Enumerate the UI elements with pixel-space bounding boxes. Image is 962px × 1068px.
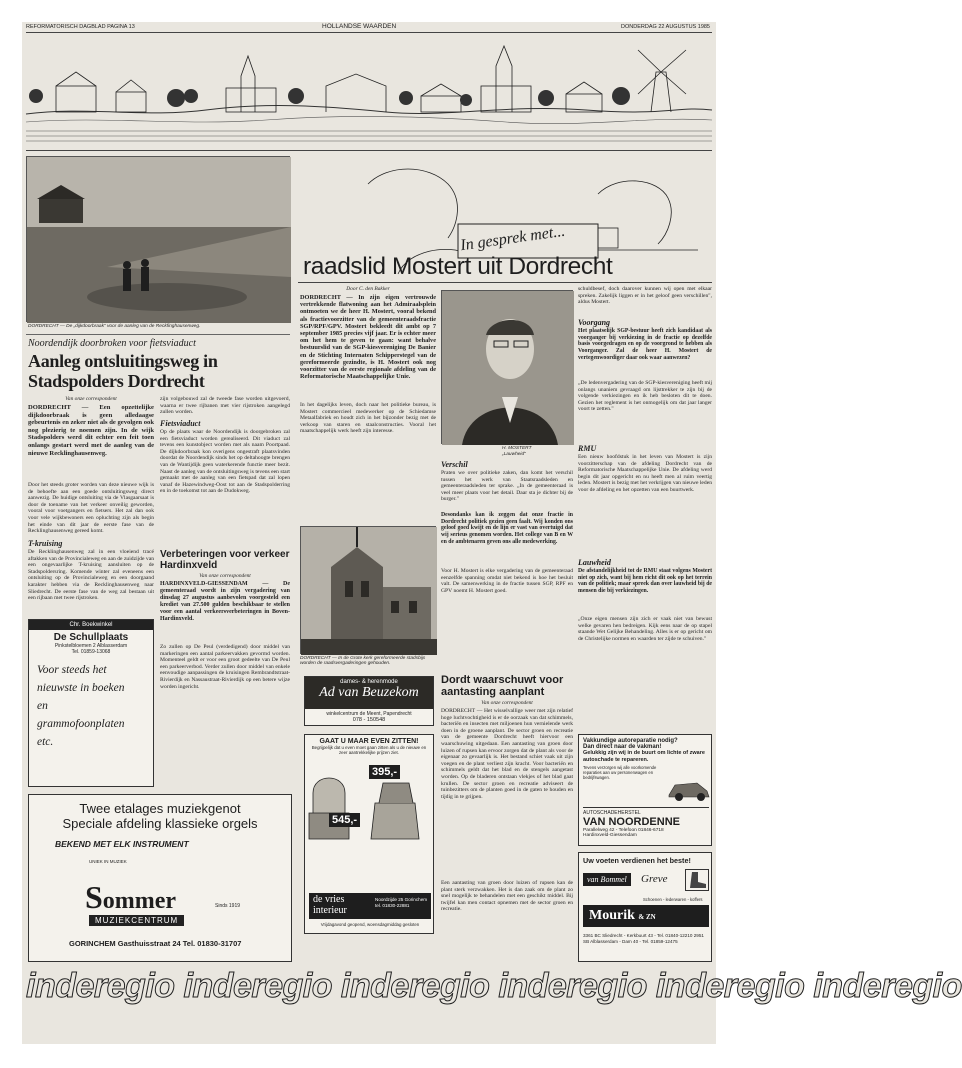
ad-van-noordenne-small: Tevens verzorgen wij alle voorkomende reparaties aan uw personenwagen en bedrijfswagen.: [583, 765, 657, 780]
body-paragraph-2: De Recklinghausenweg zal in een vloeiend tracé aftakken van de Provincialeweg en aan de zuidzijde van een ongevaarlijke T-kruising aansluiten op de Stadspoldersring. Komende winter zal eveneens een ontsluiting op de Provincialeweg en een doorgaand karakter hebben via de Recklinghausenweg naar Sliedrecht. De eerste fase van de weg zal bestaan uit een rijbaan met twee rijstroken.: [28, 549, 154, 602]
ad-van-beuzekom-kicker: dames- & herenmode: [340, 679, 398, 685]
ad-sommer-address: GORINCHEM Gasthuisstraat 24 Tel. 01830-31707: [69, 939, 242, 948]
lead-paragraph: DORDRECHT — Een opzettelijke dijkdoorbraak is geen alledaagse gebeurtenis en zeker niet als de gevolgen ook nog plezierig te noemen zijn. In de wijk Stadspolders werd dit echter een feit toen onlangs gestart werd met de aanleg van de nieuwe Recklinghausenweg.: [28, 404, 154, 457]
ad-van-noordenne: [578, 734, 712, 846]
ad-mourik-brand-2: Greve: [641, 873, 668, 885]
interview-right-intro: schuldbesef, doch daarover kunnen wij open met elkaar spreken. Zakelijk liggen er in het geloof geen verschillen", aldus Mostert.: [578, 286, 712, 306]
ad-schullplaats-line-1: Voor steeds het: [37, 664, 107, 676]
interview-body-3: Voor H. Mostert is elke vergadering van de gemeenteraad eenzelfde spanning omdat niet bekend is hoe het besluit valt. De samenwerking in de fractie tussen SGP, RPF en GPV noemt H. Mostert goed.: [441, 568, 573, 594]
ad-sommer: [28, 794, 292, 962]
byline-2: Van onze correspondent: [199, 573, 251, 579]
body-paragraph-3: zijn volgebouwd zal de tweede fase worden uitgevoerd, waarna er twee rijbanen met vier rijstroken aangelegd zullen worden.: [160, 396, 290, 416]
ad-mourik-store-name: Mourik: [589, 908, 635, 923]
ad-de-vries-title: GAAT U MAAR EVEN ZITTEN!: [319, 738, 419, 745]
ad-van-beuzekom: [304, 676, 434, 726]
ad-schullplaats-name: De Schullplaats: [53, 632, 129, 643]
ad-van-beuzekom-address: winkelcentrum de Meent, Papendrecht: [326, 711, 412, 717]
ad-van-noordenne-q3: Gelukkig zijn wij in de buurt om lichte of zware autoschade te repareren.: [583, 750, 705, 763]
ad-sommer-unique: UNIEK IN MUZIEK: [89, 859, 127, 864]
footer-banner-text: inderegio inderegio inderegio inderegio inderegio inderegio: [26, 967, 962, 1005]
subhead-hardinxveld: Verbeteringen voor verkeer Hardinxveld: [160, 549, 290, 571]
headline: [28, 351, 218, 391]
ad-de-vries-logo: [309, 893, 431, 919]
interview-bold-3: De afstandelijkheid tot de RMU staat volgens Mostert niet op zich, want bij hem richt dit ook op het terrein van de politiek; maar spreek dan over lauwheid bij de mensen die bij verkiezingen.: [578, 568, 712, 595]
boot-icon: [685, 869, 709, 891]
kicker: Noordendijk doorbroken voor fietsviaduct: [28, 338, 196, 349]
interview-body-6: „Onze eigen mensen zijn zich er vaak niet van bewust welke gevaren hen bedreigen. Kijk eens naar de op stapel staande Wet Gelijke Behandeling. Alles is er op gericht om de Christelijke normen en waarden ter zijde te schuiven.": [578, 616, 712, 642]
ad-de-vries: [304, 734, 434, 934]
church-photo-caption: DORDRECHT — In de Grote kerk gereformeerde stadsbijs worden de raadsvergaderingen gehouden.: [300, 656, 426, 666]
ad-de-vries-price-1: 395,-: [369, 765, 400, 779]
ad-schullplaats-kicker: Chr. Boekwinkel: [29, 620, 153, 630]
interview-byline: Door C. den Bakker: [346, 286, 390, 292]
dike-photo: [26, 156, 290, 322]
subhead-lauwheid: Lauwheid: [578, 558, 611, 567]
ad-mourik-address: 3361 BC Sliedrecht - Kerkbuurt 43 - Tel. 01840-12210 2951 SB Alblasserdam - Dam 40 - Tel. 01859-12475: [583, 933, 704, 944]
portrait-photo: [441, 290, 573, 444]
newspaper-page: [22, 22, 962, 1044]
interview-body-4: „De ledenvergadering van de SGP-kiesvereniging heeft mij onlangs unaniem gevraagd om lijsttrekker te zijn bij de volgende verkiezingen en ik heb besloten dit te doen. Gezien het reglement is het onmogelijk om dat jaar langer voort te zetten.": [578, 380, 712, 413]
dordt-headline: [441, 674, 573, 698]
skyline-illustration: [26, 36, 712, 146]
ad-de-vries-price-2: 545,-: [329, 813, 360, 827]
dordt-headline-2: aantasting aanplant: [441, 686, 545, 698]
interview-body-5: Een nieuw hoofdstuk in het leven van Mostert is zijn voorzitterschap van de afdeling Dordrecht van de Reformatorische Maatschappelijke Unie. De afdeling werd begin dit jaar opgericht en nu heeft men al ruim veertig leden. Mostert is bezig met het verkrijgen van nieuwe leden voor de afdeling en het opzetten van een buurtwerk.: [578, 454, 712, 493]
ad-van-noordenne-q1: Vakkundige autoreparatie nodig?: [583, 738, 678, 744]
masthead-left: REFORMATORISCH DAGBLAD PAGINA 13: [26, 24, 135, 30]
ad-schullplaats-address: Pinkstelbloemen 2 Alblasserdam: [54, 643, 128, 649]
ad-sommer-title-2: Speciale afdeling klassieke orgels: [62, 816, 258, 831]
body-paragraph-5: Zo zullen op De Peul (verdedigend) door middel van markeringen een aantal parkeervakken gevormd worden. Momenteel geldt er voor een groot gedeelte van De Peul een parkeerverbod. Verder zullen door middel van enkele eenvoudige aanpassingen de kruisingen Rembrandtstraat-Rivierdijk en Nassaustraat-Rivierdijk op een betere wijze worden ingericht.: [160, 644, 290, 690]
ad-sommer-since: Sinds 1919: [215, 903, 241, 909]
ad-de-vries-intro: Begrijpelijk dat u even moet gaan zitten als u de nieuwe en zeer aantrekkelijke prijzen ziet.: [311, 745, 427, 755]
dordt-body: DORDRECHT — Het wisselvallige weer met zijn relatief hoge luchtvochtigheid is er de oorzaak van dat schimmels, bacteriën en insecten met miljoenen hun vernielende werk doen in de groene aanplant. De sector groen en recreatie van de gemeente Dordrecht heeft hiervoor een waarschuwing uitgedaan. Een aantasting van groen door luizen of rupsen kan ervoor zorgen dat de plant als voor de eigenaar zo gevaarlijk is. Het bestand schiet vaak uit zijn voegen en de plant verliest zijn kracht. Voor bacteriën en schimmels geldt dat het blad en de stengels aangetast worden. Op de bladeren ontstaan vlekjes of het blad gaat krullen. De sector groen en recreatie adviseert de tuinbezitters om de planten goed in de gaten te houden en tijdig in te grijpen.: [441, 708, 573, 800]
ad-sommer-title-1: Twee etalages muziekgenot: [79, 801, 241, 816]
ad-de-vries-brand-1: de vries: [313, 894, 345, 905]
footer-banner: [26, 966, 962, 1006]
byline: Van onze correspondent: [65, 396, 117, 402]
ad-sommer-logo: [85, 881, 176, 917]
ad-van-beuzekom-script: Ad van Beuzekom: [319, 685, 419, 700]
ad-mourik-brand-1: van Bommel: [583, 873, 631, 886]
ad-de-vries-footer: Vrijdagavond geopend, woensdagmiddag gesloten: [320, 922, 420, 927]
interview-headline: raadslid Mostert uit Dordrecht: [303, 253, 613, 280]
subhead-rmu: RMU: [578, 444, 597, 453]
ad-van-noordenne-name: VAN NOORDENNE: [583, 816, 680, 828]
masthead-right: DONDERDAG 22 AUGUSTUS 1985: [621, 24, 710, 30]
interview-bold-2: Het plaatselijk SGP-bestuur heeft zich kandidaat als voorganger bij verkiezing in de fractie op dezelfde basis voorgedragen en op de voorgrond te hebben als Voorganger. Zal de heer H. Mostert de vertegenwoordiger daar ook waar aanwezen?: [578, 328, 712, 361]
ad-mourik-store-suffix: & ZN: [638, 913, 656, 921]
dordt-byline: Van onze correspondent: [481, 700, 533, 706]
ad-mourik-store-line: Schoenen - lederwaren - koffers: [643, 897, 703, 902]
ad-mourik: [578, 852, 712, 962]
portrait-caption-name: H. MOSTERT: [502, 446, 532, 451]
interview-bold-1: Desondanks kan ik zeggen dat onze fractie in Dordrecht politiek gezien geen faalt. Wij konden ons geloof goed kwijt en de lijn er vast van overtuigd dat wij serieus genomen worden. Het college van B en W en de ambtenaren geven ons alle medewerking.: [441, 512, 573, 545]
dike-photo-caption: DORDRECHT — De „dijkdoorbraak" voor de aanleg van de Reckfinghausenweg.: [28, 324, 201, 329]
ad-schullplaats-line-3: en: [37, 700, 48, 712]
church-photo: [300, 526, 436, 654]
ad-schullplaats-phone: Tel. 01859-13068: [71, 649, 111, 655]
dordt-headline-1: Dordt waarschuwt voor: [441, 674, 564, 686]
ad-van-noordenne-address: Parallelweg 42 - Telefoon 01846-6718: [583, 828, 664, 833]
interview-body-1: In het dagelijks leven, doch naar het politieke bureau, is Mostert commercieel medewerker op de Schiedamse Metaalfabriek en houdt zich in het bijzonder bezig met de verkoop van staren en staalconstructies. Vooral het maatschappelijk werk heeft zijn interesse.: [300, 402, 436, 435]
interview-banner: In gesprek met...: [459, 222, 567, 255]
headline-line-2: Stadspolders Dordrecht: [28, 371, 205, 391]
ad-sommer-logo-initial: S: [85, 879, 103, 915]
ad-van-noordenne-kicker: AUTOSCHADEHERSTEL: [583, 810, 641, 816]
ad-de-vries-address: Noordzijde 25 Gorinchem tel. 01830-22881: [375, 897, 428, 908]
ad-mourik-title: Uw voeten verdienen het beste!: [583, 856, 691, 865]
dordt-body-2: Een aantasting van groen door luizen of rupsen kan de plant sterk verzwakken. Het is dan zaak om de plant zo snel mogelijk te behandelen met een geschikt middel. Bij twijfel kan men contact opnemen met de sector groen en recreatie.: [441, 880, 573, 913]
subhead-t-kruising: T-kruising: [28, 539, 63, 548]
lead-paragraph-2: HARDINXVELD-GIESSENDAM — De gemeenteraad wordt in zijn vergadering van dinsdag 27 augustus aanbevolen voorgesteld een krediet van 27.500 gulden beschikbaar te stellen voor een aantal verkeersverbeteringen in Boven-Hardinxveld.: [160, 581, 290, 622]
ad-schullplaats-line-5: etc.: [37, 736, 54, 748]
ad-de-vries-brand-2: interieur: [313, 905, 347, 916]
subhead-verschil: Verschil: [441, 460, 468, 469]
interview-body-2: Praten we over politieke zaken, dan komt het verschil tussen het werk van Staatsraadsleden en gemeenteraadsleden ter sprake. „In de gemeenteraad is veel meer plaats voor het detail. Daar sta je dichter bij de burger.": [441, 470, 573, 503]
body-paragraph-4: Op de plaats waar de Noordendijk is doorgebroken zal een fietsviaduct worden gerealiseerd. Dit viaduct zal tevens een kunstobject worden met als naam Poortpaad. De dijkdoorbraak kon overigens ongestraft plaatsvinden doordat de Noordendijk sinds het op deltahoogte brengen van de Wantijdijk geen waterkerende functie meer bezit. Naast de aanleg van de ontsluitingsweg is tevens een start gemaakt met de aanleg van een fietspad dat zal lopen vanaf de Hazewindweg-Oost tot aan de Stadspolderring en in de toekomst tot aan de Dudokweg.: [160, 429, 290, 495]
subhead-fietsviaduct: Fietsviaduct: [160, 419, 201, 428]
ad-schullplaats-line-2: nieuwste in boeken: [37, 682, 125, 694]
ad-sommer-logo-rest: ommer: [102, 888, 177, 914]
ad-sommer-tagline: BEKEND MET ELK INSTRUMENT: [55, 839, 189, 849]
ad-van-noordenne-town: Hardinxveld-Giessendam: [583, 833, 637, 838]
portrait-caption-sub: „Lauwheid": [502, 452, 526, 457]
subhead-voorgang: Voorgang: [578, 318, 611, 327]
ad-mourik-store: [583, 905, 709, 927]
body-paragraph-1: Door het steeds groter worden van deze nieuwe wijk is de behoefte aan een goede ontsluitingsweg direct aanwezig. De huidige ontsluiting via de Vlasgaarsaat is door de toename van het verkeer onveilig geworden, vooral voor voetgangers en fietsers. Het zal dan ook voor vele wijkbewoners een opluchting zijn als begin het einde van dit jaar de eerste fase van de Recklinghausenweg gereed komt.: [28, 482, 154, 535]
ad-van-beuzekom-phone: 078 - 150548: [352, 717, 386, 723]
ad-sommer-sub: MUZIEKCENTRUM: [89, 915, 184, 926]
ad-schullplaats-line-4: grammofoonplaten: [37, 718, 125, 730]
headline-line-1: Aanleg ontsluitingsweg in: [28, 351, 218, 371]
interview-lead: DORDRECHT — In zijn eigen vertrouwde vertrekkende flatwoning aan het Admiraalsplein ontmoeten we de heer H. Mostert, vooral bekend als fractievoorzitter van de gemeenteraadsfractie SGP/RPF/GPV. Mostert bekleedt dit ambt op 7 september 1985 precies vijf jaar. Er is echter meer om het hem te geven te gaan: want behalve bestuurslid van de SGP-kiesvereniging De Banier en de Stichting Internaten Schipperstegel van de gereformeerde gezindte, is H. Mostert ook nog voorzitter van de eerste regionale afdeling van de Reformatorische Maatschappelijke Unie.: [300, 294, 436, 381]
masthead-center: HOLLANDSE WAARDEN: [322, 23, 397, 30]
ad-van-noordenne-q2: Dan direct naar de vakman!: [583, 744, 662, 750]
ad-schullplaats: [28, 619, 154, 787]
